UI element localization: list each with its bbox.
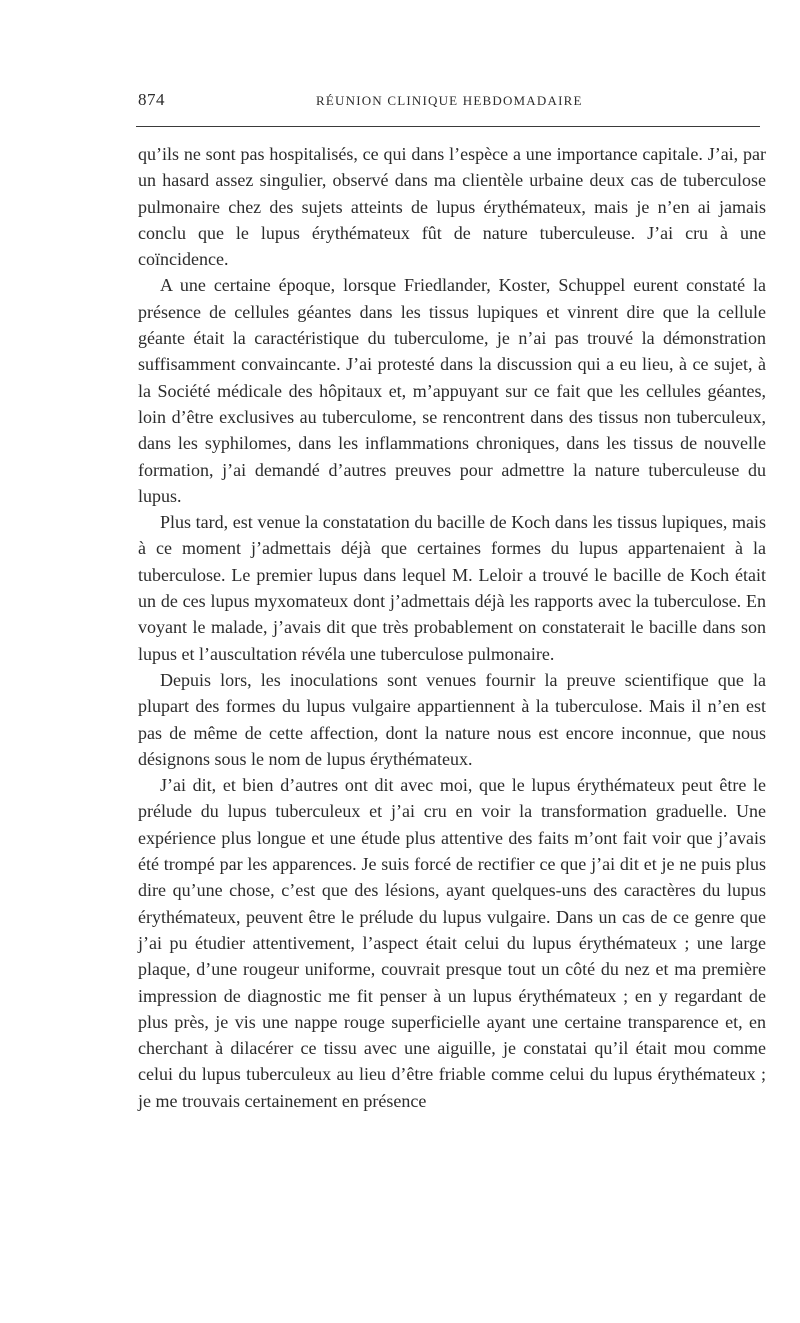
paragraph-3: Plus tard, est venue la constatation du bacille de Koch dans les tissus lupiques, mais à ce moment j’admettais déjà que certaines formes du lupus appartenaient à la tuberculose. Le premier lupus dans lequel M. Leloir a trouvé le bacille de Koch était un de ces lupus myxomateux dont j’admettais déjà les rapports avec la tuberculose. En voyant le malade, j’avais dit que très probablement on constaterait le bacille dans son lupus et l’auscultation révéla une tuberculose pulmonaire. xyxy=(138,512,766,664)
page-number: 874 xyxy=(138,90,165,109)
paragraph-1: qu’ils ne sont pas hospitalisés, ce qui dans l’espèce a une importance capitale. J’ai, par un hasard assez singulier, observé dans ma clientèle urbaine deux cas de tuberculose pulmonaire chez des sujets atteints de lupus érythémateux, mais je n’en ai jamais conclu que le lupus érythémateux fût de nature tuberculeuse. J’ai cru à une coïncidence. xyxy=(138,144,766,270)
paragraph-4: Depuis lors, les inoculations sont venues fournir la preuve scientifique que la plupart des formes du lupus vulgaire appartiennent à la tuberculose. Mais il n’en est pas de même de cette affection, dont la nature nous est encore inconnue, que nous désignons sous le nom de lupus érythémateux. xyxy=(138,669,766,769)
header-rule xyxy=(136,126,760,127)
running-head: RÉUNION CLINIQUE HEBDOMADAIRE xyxy=(316,93,583,108)
paragraph-5: J’ai dit, et bien d’autres ont dit avec moi, que le lupus érythémateux peut être le prélude du lupus tuberculeux et j’ai cru en voir la transformation graduelle. Une expérience plus longue et une étude plus attentive des faits m’ont fait voir que j’avais été trompé par les apparences. Je suis forcé de rectifier ce que j’ai dit et je ne puis plus dire qu’une chose, c’est que des lésions, ayant quelques-uns des caractères du lupus érythémateux, peuvent être le prélude du lupus vulgaire. Dans un cas de ce genre que j’ai pu étudier attentivement, l’aspect était celui du lupus érythémateux ; une large plaque, d’une rougeur uniforme, couvrait presque tout un côté du nez et ma première impression de diagnostic me fit penser à un lupus érythémateux ; en y regardant de plus près, je vis une nappe rouge superficielle ayant une certaine transparence et, en cherchant à dilacérer ce tissu avec une aiguille, je constatai qu’il était mou comme celui du lupus tuberculeux au lieu d’être friable comme celui du lupus érythémateux ; je me trouvais certainement en présence xyxy=(138,775,766,1111)
paragraph-2: A une certaine époque, lorsque Friedlander, Koster, Schuppel eurent constaté la présence de cellules géantes dans les tissus lupiques et vinrent dire que la cellule géante était la caractéristique du tuberculome, je n’ai pas trouvé la démonstration suffisamment convaincante. J’ai protesté dans la discussion qui a eu lieu, à ce sujet, à la Société médicale des hôpitaux et, m’appuyant sur ce fait que les cellules géantes, loin d’être exclusives au tuberculome, se rencontrent dans des tissus non tuberculeux, dans les syphilomes, dans les inflammations chroniques, dans les tissus de nouvelle formation, j’ai demandé d’autres preuves pour admettre la nature tuberculeuse du lupus. xyxy=(138,275,766,506)
body-text xyxy=(138,141,766,1114)
